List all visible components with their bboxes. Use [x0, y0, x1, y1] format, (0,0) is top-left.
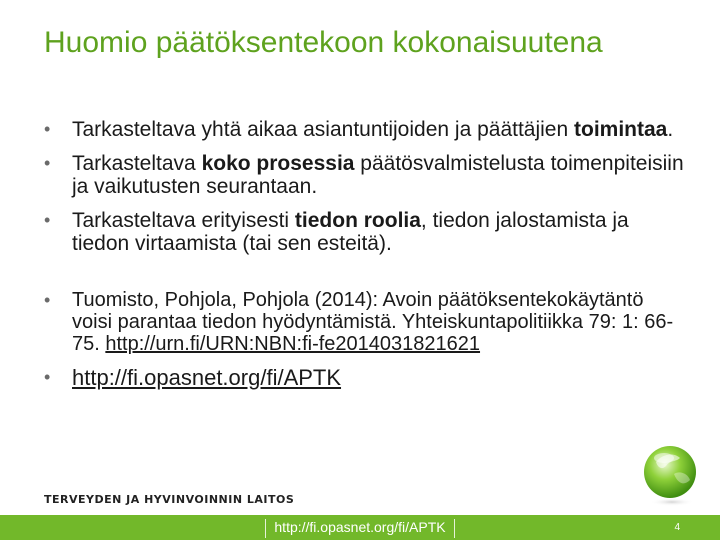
reference-item: [44, 289, 684, 355]
bullet-marker: •: [44, 367, 51, 387]
bullet-text: päätösvalmistelusta toimenpiteisiin ja vaikutusten seurantaan.: [72, 152, 684, 198]
institute-logo-text: TERVEYDEN JA HYVINVOINNIN LAITOS: [44, 493, 295, 506]
link-item: [44, 366, 684, 389]
bullet-marker: •: [44, 153, 51, 173]
bullet-text: , tiedon jalostamista ja tiedon virtaamista (tai sen esteitä).: [72, 209, 629, 255]
footer-url[interactable]: http://fi.opasnet.org/fi/APTK: [274, 519, 446, 536]
bullet-item-1: [44, 118, 684, 141]
bullet-emphasis: toimintaa: [574, 118, 668, 141]
bullet-item-3: [44, 209, 684, 255]
bullet-item-2: [44, 152, 684, 198]
reference-text: Tuomisto, Pohjola, Pohjola (2014): Avoin päätöksentekokäytäntö voisi parantaa tiedon hyödyntämistä. Yhteiskuntapolitiikka 79: 1: 66-75.: [72, 289, 674, 355]
page-number: 4: [674, 522, 680, 533]
footer-divider: [454, 519, 455, 538]
footer-divider: [265, 519, 266, 538]
footer-url-container: [0, 519, 720, 538]
opasnet-link[interactable]: http://fi.opasnet.org/fi/APTK: [72, 365, 342, 390]
bullet-text: Tarkasteltava erityisesti: [72, 209, 295, 232]
bullet-marker: •: [44, 290, 51, 310]
slide-title: Huomio päätöksentekoon kokonaisuutena: [44, 26, 603, 59]
bullet-marker: •: [44, 119, 51, 139]
bullet-emphasis: tiedon roolia: [294, 209, 421, 232]
globe-logo-icon: [636, 440, 704, 508]
footer-bar: [0, 515, 720, 540]
bullet-emphasis: koko prosessia: [201, 152, 355, 175]
bullet-marker: •: [44, 210, 51, 230]
reference-link[interactable]: http://urn.fi/URN:NBN:fi-fe2014031821621: [105, 333, 481, 355]
bullet-text: .: [667, 118, 674, 141]
bullet-text: Tarkasteltava yhtä aikaa asiantuntijoiden ja päättäjien: [72, 118, 574, 141]
bullet-list: [44, 118, 684, 400]
bullet-text: Tarkasteltava: [72, 152, 202, 175]
